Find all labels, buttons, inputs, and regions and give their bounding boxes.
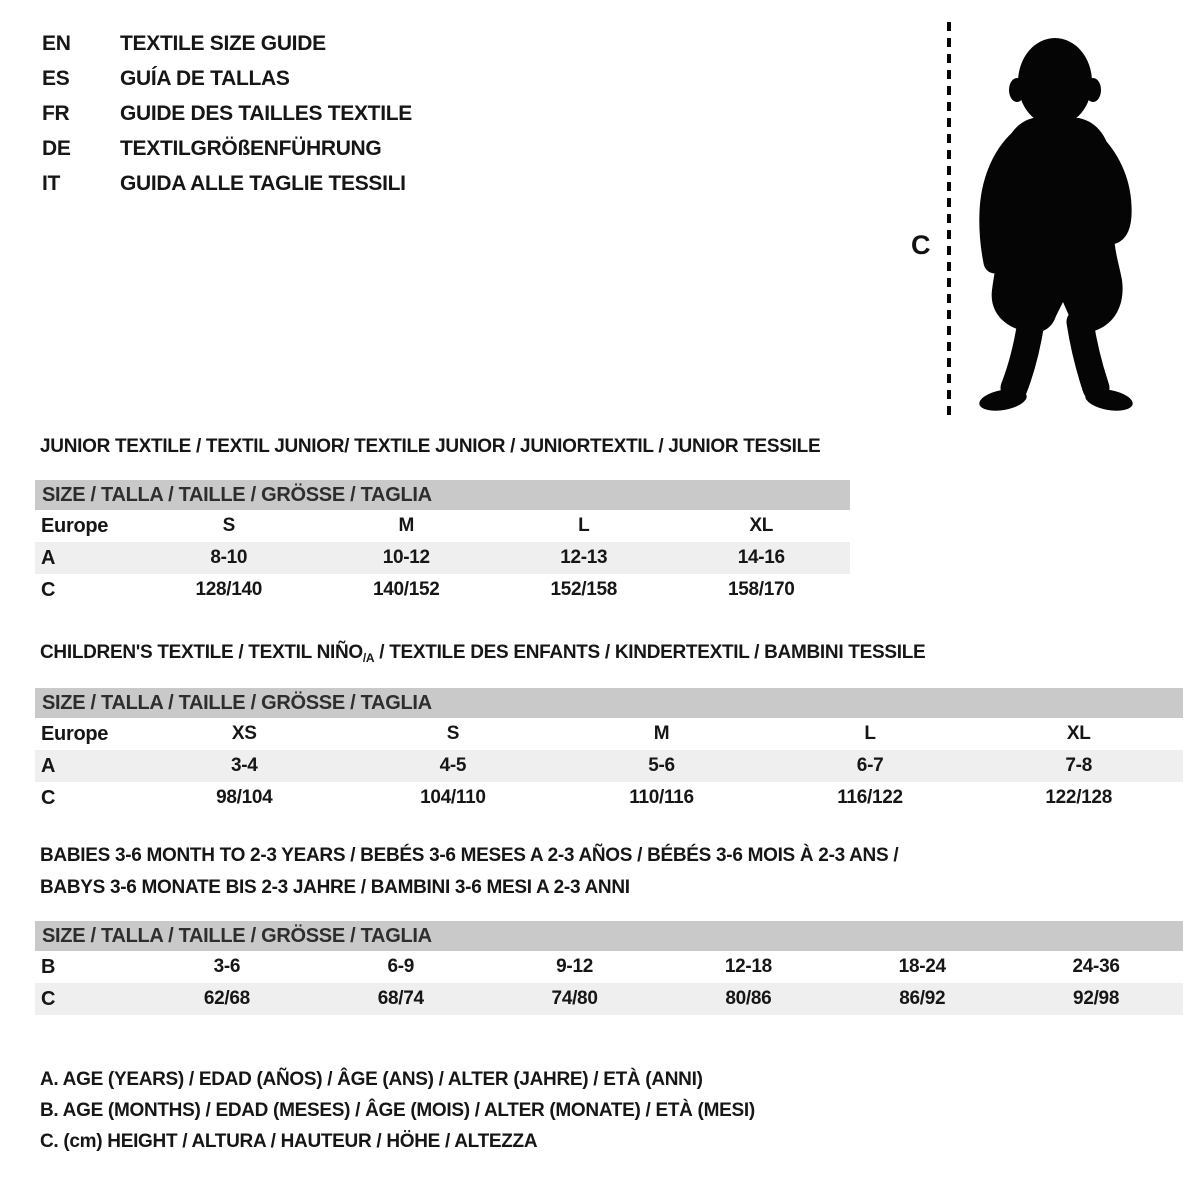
language-code: IT bbox=[42, 171, 61, 195]
height-cell: 158/170 bbox=[727, 579, 795, 600]
age-cell: 4-5 bbox=[439, 755, 467, 776]
height-cell: 140/152 bbox=[372, 579, 440, 600]
height-cell: 68/74 bbox=[377, 988, 424, 1009]
size-cell: S bbox=[222, 515, 235, 536]
babies-table bbox=[35, 951, 1183, 1015]
table-row bbox=[35, 782, 1183, 814]
language-title: GUIDE DES TAILLES TEXTILE bbox=[120, 101, 412, 125]
height-cell: 152/158 bbox=[550, 579, 618, 600]
height-cell: 104/110 bbox=[420, 787, 486, 808]
age-cell: 9-12 bbox=[556, 956, 593, 977]
babies-section-title-line1: BABIES 3-6 MONTH TO 2-3 YEARS / BEBÉS 3-6 MESES A 2-3 AÑOS / BÉBÉS 3-6 MOIS À 2-3 ANS / bbox=[40, 845, 899, 866]
language-title: GUIDA ALLE TAGLIE TESSILI bbox=[120, 171, 406, 195]
children-section-title bbox=[40, 642, 925, 665]
height-cell: 80/86 bbox=[725, 988, 772, 1009]
row-label: A bbox=[41, 546, 56, 569]
baby-silhouette-icon bbox=[978, 38, 1135, 414]
table-row bbox=[35, 951, 1183, 983]
language-row-fr bbox=[42, 96, 412, 131]
size-cell: S bbox=[446, 723, 460, 744]
junior-section-title: JUNIOR TEXTILE / TEXTIL JUNIOR/ TEXTILE JUNIOR / JUNIORTEXTIL / JUNIOR TESSILE bbox=[40, 436, 821, 457]
language-code: FR bbox=[42, 101, 70, 125]
language-row-es bbox=[42, 61, 412, 96]
size-cell: XL bbox=[749, 515, 774, 536]
height-cell: 62/68 bbox=[203, 988, 250, 1009]
language-row-de bbox=[42, 131, 412, 166]
language-row-en bbox=[42, 26, 412, 61]
age-cell: 24-36 bbox=[1072, 956, 1120, 977]
age-cell: 10-12 bbox=[382, 547, 430, 568]
children-title-sub: /A bbox=[362, 651, 375, 665]
babies-size-table bbox=[35, 921, 1183, 1015]
table-row bbox=[35, 983, 1183, 1015]
legend-line-a: A. AGE (YEARS) / EDAD (AÑOS) / ÂGE (ANS) / ALTER (JAHRE) / ETÀ (ANNI) bbox=[40, 1069, 703, 1090]
row-label: C bbox=[41, 578, 56, 601]
language-title: TEXTILGRÖßENFÜHRUNG bbox=[120, 136, 382, 160]
age-cell: 5-6 bbox=[648, 755, 675, 776]
legend-line-c: C. (cm) HEIGHT / ALTURA / HAUTEUR / HÖHE / ALTEZZA bbox=[40, 1131, 538, 1152]
table-row bbox=[35, 574, 850, 606]
language-code: EN bbox=[42, 31, 71, 55]
children-title-text: / TEXTILE DES ENFANTS / KINDERTEXTIL / BAMBINI TESSILE bbox=[374, 642, 926, 663]
language-title: TEXTILE SIZE GUIDE bbox=[120, 31, 326, 55]
table-row bbox=[35, 510, 850, 542]
table-row bbox=[35, 542, 850, 574]
row-label: Europe bbox=[41, 722, 109, 745]
size-cell: L bbox=[864, 723, 876, 744]
row-label: A bbox=[41, 754, 56, 777]
junior-size-header-bar: SIZE / TALLA / TAILLE / GRÖSSE / TAGLIA bbox=[35, 480, 850, 510]
legend-line-b: B. AGE (MONTHS) / EDAD (MESES) / ÂGE (MOIS) / ALTER (MONATE) / ETÀ (MESI) bbox=[40, 1100, 755, 1121]
language-code: ES bbox=[42, 66, 70, 90]
age-cell: 12-18 bbox=[724, 956, 772, 977]
size-cell: XS bbox=[231, 723, 257, 744]
height-cell: 128/140 bbox=[195, 579, 263, 600]
size-cell: M bbox=[653, 723, 670, 744]
age-cell: 7-8 bbox=[1065, 755, 1092, 776]
size-cell: XL bbox=[1066, 723, 1091, 744]
height-cell: 122/128 bbox=[1045, 787, 1112, 808]
height-cell: 86/92 bbox=[899, 988, 946, 1009]
age-cell: 14-16 bbox=[737, 547, 785, 568]
height-cell: 98/104 bbox=[216, 787, 273, 808]
table-row bbox=[35, 718, 1183, 750]
height-cell: 110/116 bbox=[629, 787, 694, 808]
children-title-text: CHILDREN'S TEXTILE / TEXTIL NIÑO bbox=[40, 642, 363, 663]
age-cell: 3-4 bbox=[231, 755, 258, 776]
measure-legend bbox=[40, 1064, 755, 1157]
age-cell: 18-24 bbox=[898, 956, 946, 977]
age-cell: 12-13 bbox=[560, 547, 608, 568]
age-cell: 6-9 bbox=[387, 956, 415, 977]
language-title: GUÍA DE TALLAS bbox=[120, 66, 290, 90]
age-cell: 3-6 bbox=[213, 956, 241, 977]
height-cell: 92/98 bbox=[1073, 988, 1120, 1009]
table-row bbox=[35, 750, 1183, 782]
height-cell: 116/122 bbox=[837, 787, 903, 808]
baby-figure bbox=[903, 12, 1153, 426]
size-cell: M bbox=[398, 515, 415, 536]
figure-measure-label: C bbox=[911, 230, 931, 260]
row-label: C bbox=[41, 786, 56, 809]
row-label: C bbox=[41, 987, 56, 1010]
age-cell: 6-7 bbox=[856, 755, 884, 776]
row-label: Europe bbox=[41, 514, 109, 537]
language-list bbox=[42, 26, 412, 201]
babies-size-header-bar: SIZE / TALLA / TAILLE / GRÖSSE / TAGLIA bbox=[35, 921, 1183, 951]
children-size-header-bar: SIZE / TALLA / TAILLE / GRÖSSE / TAGLIA bbox=[35, 688, 1183, 718]
children-size-table bbox=[35, 688, 1183, 814]
language-row-it bbox=[42, 166, 412, 201]
language-code: DE bbox=[42, 136, 71, 160]
junior-table bbox=[35, 510, 850, 606]
junior-size-table bbox=[35, 480, 850, 606]
age-cell: 8-10 bbox=[210, 547, 248, 568]
height-cell: 74/80 bbox=[551, 988, 598, 1009]
babies-section-title-line2: BABYS 3-6 MONATE BIS 2-3 JAHRE / BAMBINI 3-6 MESI A 2-3 ANNI bbox=[40, 877, 630, 898]
size-cell: L bbox=[578, 515, 590, 536]
children-table bbox=[35, 718, 1183, 814]
row-label: B bbox=[41, 955, 56, 978]
